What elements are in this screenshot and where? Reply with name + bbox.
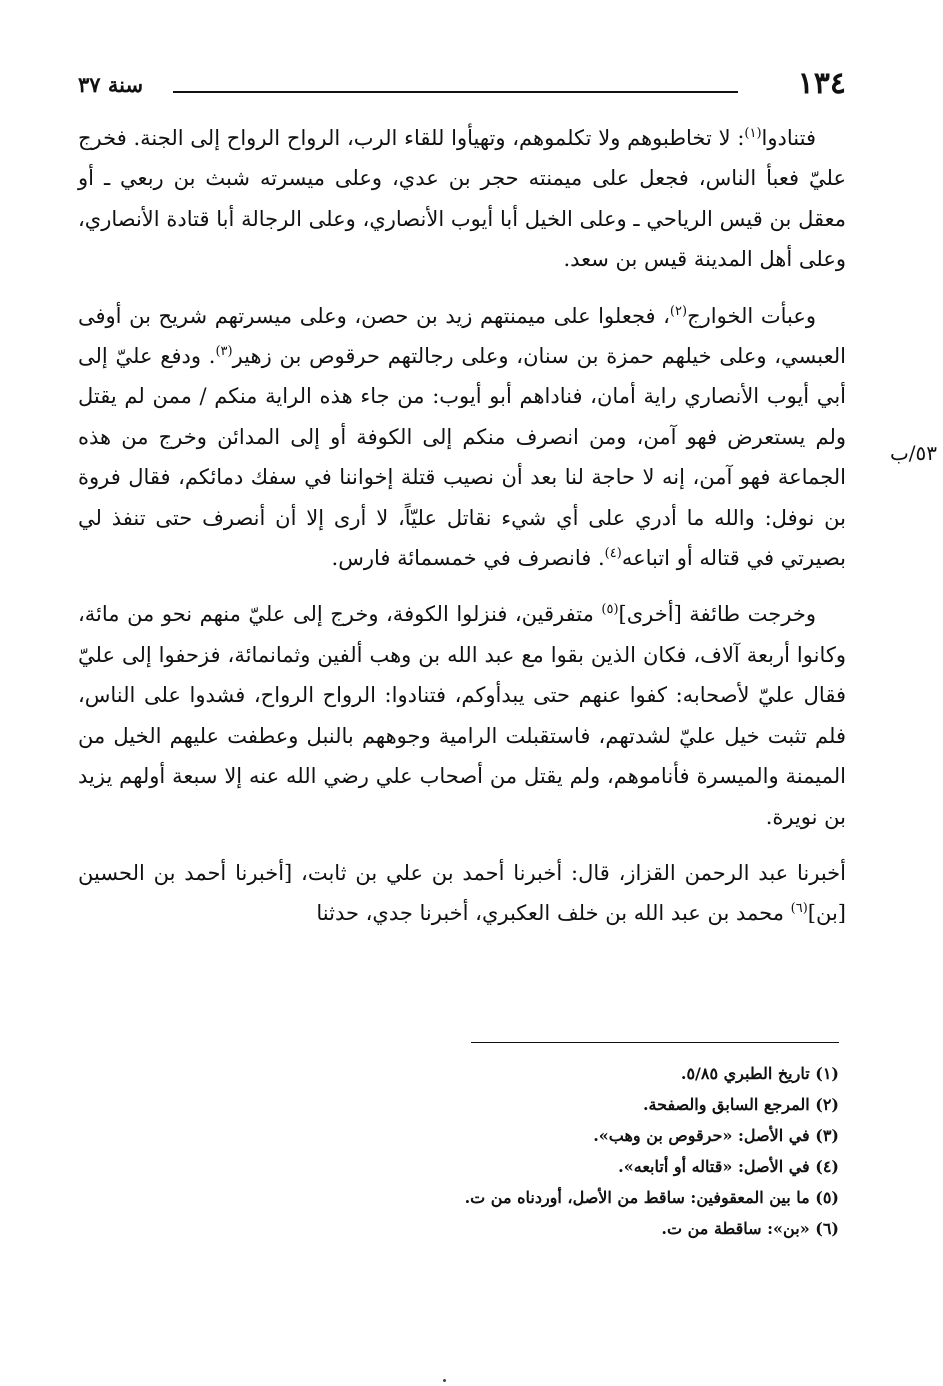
- footnote-separator: [471, 1042, 839, 1043]
- paragraph: [78, 296, 846, 579]
- paragraph-text: وخرجت طائفة [أخرى]: [618, 602, 816, 627]
- paragraph-text: فتنادوا: [761, 126, 816, 150]
- running-head-year: سنة ٣٧: [78, 72, 144, 97]
- footnote-item: (٥) ما بين المعقوفين: ساقط من الأصل، أوردناه من ت.: [464, 1188, 839, 1207]
- paragraph-text: متفرقين، فنزلوا الكوفة، وخرج إلى عليّ منهم نحو من مائة، وكانوا أربعة آلاف، فكان الذين بقوا مع عبد الله بن وهب ألفين وثمانمائة، فزحفوا إلى عليّ فقال عليّ لأصحابه: كفوا عنهم حتى يبدأوكم، فتنادوا: الرواح الرواح، فشدوا على الناس، فلم تثبت خيل عليّ لشدتهم، فاستقبلت الرامية وجوههم بالنبل وعطفت عليهم الخيل من الميمنة والميسرة فأناموهم، ولم يقتل من أصحاب علي رضي الله عنه إلا سبعة أولهم يزيد بن نويرة.: [78, 602, 846, 829]
- footnote-item: (٦) «بن»: ساقطة من ت.: [661, 1219, 839, 1238]
- footnote-ref[interactable]: (٦): [790, 901, 808, 917]
- footnote-ref[interactable]: (٣): [215, 344, 233, 360]
- paragraph-text: . فانصرف في خمسمائة فارس.: [331, 546, 605, 571]
- footnote-ref[interactable]: (٤): [604, 546, 622, 562]
- footnote-item: (٣) في الأصل: «حرقوص بن وهب».: [593, 1126, 839, 1145]
- paragraph-text: : لا تخاطبوهم ولا تكلموهم، وتهيأوا للقاء الرب، الرواح الرواح إلى الجنة. فخرج عليّ فعبأ الناس، فجعل على ميمنته حجر بن عدي، وعلى ميسرته شبث بن ربعي ـ أو معقل بن قيس الرياحي ـ وعلى الخيل أبا أيوب الأنصاري، وعلى الرجالة أبا قتادة الأنصاري، وعلى أهل المدينة قيس بن سعد.: [78, 126, 846, 272]
- main-text: [78, 118, 846, 950]
- footnote-ref[interactable]: (١): [744, 126, 762, 141]
- paragraph: [78, 594, 846, 836]
- paragraph-text: ، فجعلوا على ميمنتهم زيد بن حصن، وعلى ميسرتهم شريح بن أوفى العبسي، وعلى خيلهم حمزة بن سنان، وعلى رجالتهم حرقوص بن زهير: [78, 303, 846, 369]
- footnote-ref[interactable]: (٥): [601, 602, 619, 618]
- scan-speck: [443, 1379, 446, 1382]
- paragraph-text: وعبأت الخوارج: [687, 303, 816, 328]
- page-header: [78, 66, 846, 106]
- paragraph: [78, 853, 846, 934]
- paragraph: [78, 118, 846, 280]
- paragraph-text: . ودفع عليّ إلى أبي أيوب الأنصاري راية أمان، فناداهم أبو أيوب: من جاء هذه الراية منكم / ممن لم يقتل ولم يستعرض فهو آمن، ومن انصرف منكم إلى الكوفة أو إلى المدائن وخرج من هذه الجماعة فهو آمن، إنه لا حاجة لنا بعد أن نصيب قتلة إخواننا في سفك دمائكم، فقال فروة بن نوفل: والله ما أدري على أي شيء نقاتل عليّاً، لا أرى إلا أن أنصرف حتى تنفذ لي بصيرتي في قتاله أو اتباعه: [78, 344, 846, 571]
- footnotes: [239, 1058, 839, 1244]
- footnote-ref[interactable]: (٢): [669, 303, 688, 319]
- footnote-item: (٤) في الأصل: «قتاله أو أتابعه».: [618, 1157, 839, 1176]
- page-number: ١٣٤: [797, 66, 846, 101]
- paragraph-text: أخبرنا عبد الرحمن القزاز، قال: أخبرنا أحمد بن علي بن ثابت، [أخبرنا أحمد بن الحسين [بن]: [78, 860, 846, 926]
- header-rule: [173, 91, 738, 93]
- manuscript-folio-note: ٥٣/ب: [889, 441, 937, 465]
- footnote-item: (٢) المرجع السابق والصفحة.: [642, 1095, 839, 1114]
- footnote-item: (١) تاريخ الطبري ٥/٨٥.: [680, 1064, 839, 1083]
- paragraph-text: محمد بن عبد الله بن خلف العكبري، أخبرنا جدي، حدثنا: [316, 901, 791, 926]
